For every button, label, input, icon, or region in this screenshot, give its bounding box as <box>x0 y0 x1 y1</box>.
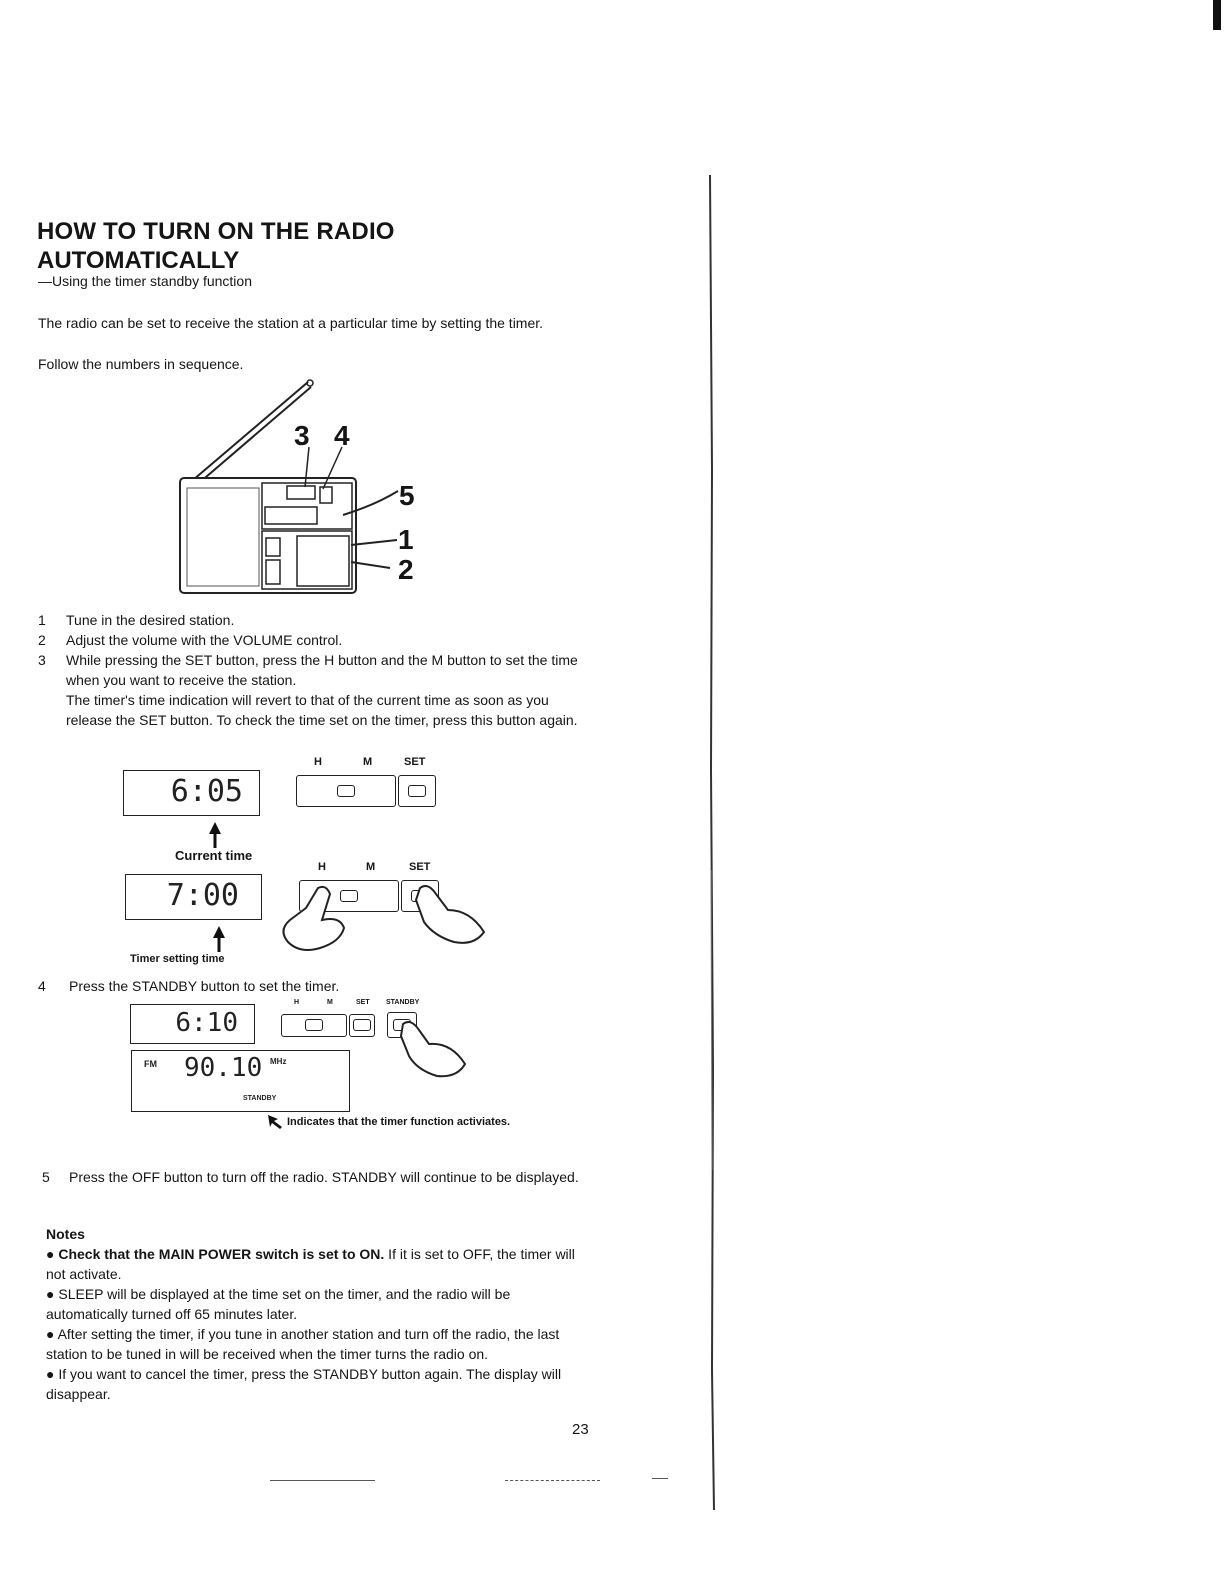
standby-indicator: STANDBY <box>243 1095 277 1102</box>
step-2: 2 Adjust the volume with the VOLUME control. <box>38 632 343 648</box>
note-item-1: ● Check that the MAIN POWER switch is set to ON. If it is set to OFF, the timer will not activate. <box>46 1246 575 1282</box>
lcd-clock-3-value: 6:10 <box>175 1008 238 1038</box>
label-h-2: H <box>318 861 326 873</box>
lcd-current-time-value: 6:05 <box>170 774 243 809</box>
callout-1: 1 <box>398 524 414 555</box>
note-item-2: ● SLEEP will be displayed at the time set on the timer, and the radio will be automatically turned off 65 minutes later. <box>46 1286 511 1322</box>
pressing-hand-standby-icon <box>395 1018 485 1088</box>
steps-list <box>38 610 586 730</box>
scan-mark-2 <box>505 1480 600 1481</box>
caption-timer-activates: Indicates that the timer function activiates. <box>287 1116 511 1128</box>
step-3: 3 While pressing the SET button, press the H button and the M button to set the time when you want to receive the station. <box>38 652 578 688</box>
page-title-line1: HOW TO TURN ON THE RADIO <box>37 218 395 245</box>
label-standby-3: STANDBY <box>386 999 420 1006</box>
step-4: 4 Press the STANDBY button to set the timer. <box>38 978 340 994</box>
indicator-arrow-icon <box>268 1115 286 1129</box>
page-title-line2: AUTOMATICALLY <box>37 247 240 274</box>
buttons-row-1 <box>296 775 436 807</box>
set-button-1[interactable] <box>398 775 436 807</box>
page-number: 23 <box>572 1421 589 1438</box>
frequency-value: 90.10 <box>184 1053 263 1083</box>
step-3-extra: The timer's time indication will revert to that of the current time as soon as you release the SET button. To check the time set on the timer, press this button again. <box>66 692 578 728</box>
arrow-up-2 <box>212 926 226 954</box>
lcd-timer-time <box>125 874 262 920</box>
h-m-button-block[interactable] <box>296 775 396 807</box>
callout-5: 5 <box>399 480 415 511</box>
band-label: FM <box>144 1059 157 1069</box>
callout-4: 4 <box>334 420 350 451</box>
lcd-radio-panel <box>131 1050 350 1112</box>
lcd-clock-3 <box>130 1004 255 1044</box>
note-item-4: ● If you want to cancel the timer, press the STANDBY button again. The display will disappear. <box>46 1366 562 1402</box>
scan-mark-3 <box>652 1478 668 1479</box>
caption-timer-setting-time: Timer setting time <box>130 953 225 965</box>
step-1: 1 Tune in the desired station. <box>38 612 235 628</box>
intro-sequence: Follow the numbers in sequence. <box>38 356 244 372</box>
pressing-hands-icon <box>270 880 500 960</box>
caption-current-time: Current time <box>175 848 253 863</box>
set-button-3[interactable] <box>349 1014 375 1037</box>
label-m-3: M <box>327 999 333 1006</box>
label-h-1: H <box>314 756 322 768</box>
corner-mark <box>1213 0 1221 30</box>
arrow-up-1 <box>208 822 222 850</box>
intro-paragraph: The radio can be set to receive the station at a particular time by setting the timer. <box>38 315 544 331</box>
label-h-3: H <box>294 999 300 1006</box>
callout-2: 2 <box>398 554 414 585</box>
label-m-1: M <box>363 756 373 768</box>
label-set-1: SET <box>404 756 426 768</box>
lcd-current-time <box>123 770 260 816</box>
notes-section <box>46 1224 591 1404</box>
lcd-timer-time-value: 7:00 <box>166 878 239 913</box>
label-m-2: M <box>366 861 376 873</box>
frequency-unit: MHz <box>270 1057 287 1066</box>
page-subtitle: —Using the timer standby function <box>38 273 252 289</box>
binding-line <box>700 170 730 1520</box>
radio-illustration <box>175 375 435 600</box>
scan-mark-1 <box>270 1480 375 1481</box>
notes-title: Notes <box>46 1226 85 1242</box>
note-item-3: ● After setting the timer, if you tune in another station and turn off the radio, the last station to be tuned in will be received when the timer turns the radio on. <box>46 1326 560 1362</box>
callout-3: 3 <box>294 420 310 451</box>
step-5: 5 Press the OFF button to turn off the radio. STANDBY will continue to be displayed. <box>42 1169 579 1185</box>
h-m-button-block-3[interactable] <box>281 1014 347 1037</box>
label-set-3: SET <box>356 999 370 1006</box>
label-set-2: SET <box>409 861 431 873</box>
